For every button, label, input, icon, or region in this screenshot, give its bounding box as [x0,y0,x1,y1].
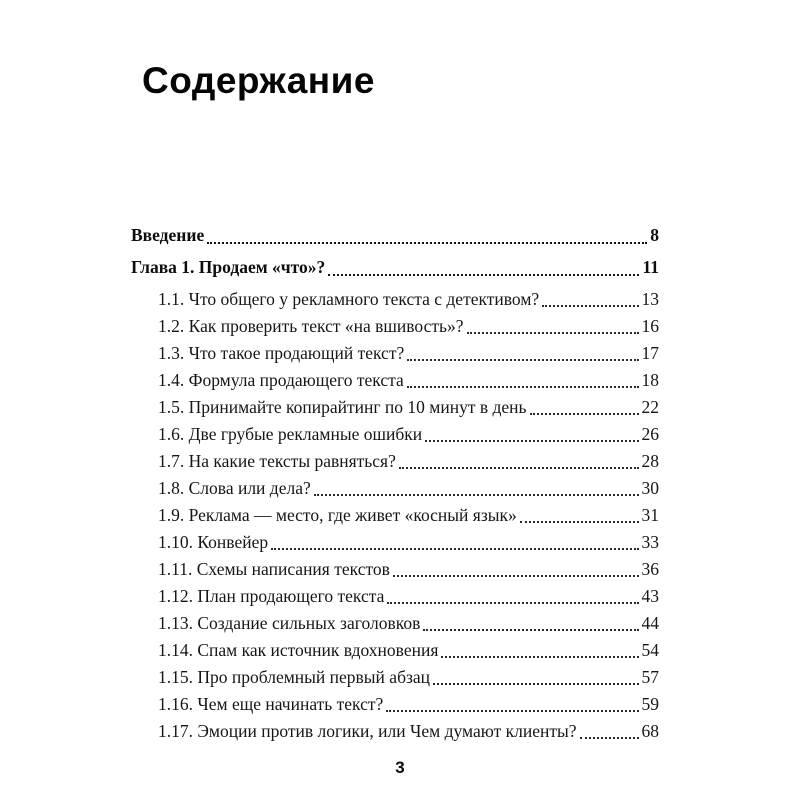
dot-leader [386,710,638,712]
toc-entry [131,691,659,718]
dot-leader [425,440,638,442]
dot-leader [423,629,638,631]
toc-entry [131,475,659,502]
dot-leader [387,602,638,604]
toc-entry [131,529,659,556]
toc-entry-label: Введение [131,225,205,245]
dot-leader [407,359,638,361]
toc-entry-page: 17 [641,343,659,363]
toc-entry-page: 16 [641,316,659,336]
toc-entry-label: 1.9. Реклама — место, где живет «косный язык» [158,505,517,525]
toc-entry-label: 1.11. Схемы написания текстов [158,559,390,579]
toc-entry-page: 36 [641,559,659,579]
toc-entry [131,367,659,394]
toc-entry [131,556,659,583]
toc-entry-label: 1.7. На какие тексты равняться? [158,451,396,471]
dot-leader [328,274,639,276]
page-number: 3 [395,758,405,777]
dot-leader [580,737,639,739]
toc-entry [131,313,659,340]
toc-entry-page: 57 [641,667,659,687]
page-title: Содержание [142,60,375,101]
toc-entry-label: 1.12. План продающего текста [158,586,385,606]
dot-leader [520,521,639,523]
toc-entry [131,286,659,313]
toc-entry-page: 59 [641,694,659,714]
dot-leader [407,386,639,388]
dot-leader [207,242,647,244]
toc-entry-page: 22 [641,397,659,417]
toc-entry-page: 30 [641,478,659,498]
toc-entry-page: 33 [641,532,659,552]
toc-entry-page: 43 [641,586,659,606]
toc-entry [131,718,659,745]
dot-leader [399,467,639,469]
toc-entry-label: 1.15. Про проблемный первый абзац [158,667,431,687]
toc-entry-label: 1.14. Спам как источник вдохновения [158,640,439,660]
toc-entry-page: 11 [642,257,659,277]
toc-entry [131,664,659,691]
toc-entry-label: 1.13. Создание сильных заголовков [158,613,421,633]
toc-entry-page: 54 [641,640,659,660]
toc-entry [131,502,659,529]
toc-entry-introduction [131,222,659,249]
toc-entry-label: Глава 1. Продаем «что»? [131,257,326,277]
dot-leader [542,305,638,307]
dot-leader [433,683,638,685]
dot-leader [441,656,638,658]
toc-entry-chapter-1 [131,254,659,281]
toc-entry-page: 26 [641,424,659,444]
toc-entry-label: 1.3. Что такое продающий текст? [158,343,405,363]
dot-leader [271,548,638,550]
toc-entry [131,340,659,367]
toc-entry-label: 1.10. Конвейер [158,532,269,552]
toc-entry-page: 13 [641,289,659,309]
toc-entry [131,637,659,664]
dot-leader [530,413,639,415]
toc-entry [131,421,659,448]
toc-entry-page: 18 [641,370,659,390]
toc-entry-label: 1.16. Чем еще начинать текст? [158,694,384,714]
dot-leader [467,332,639,334]
toc-entry-page: 68 [641,721,659,741]
toc-entry-label: 1.4. Формула продающего текста [158,370,404,390]
toc-entry-label: 1.8. Слова или дела? [158,478,311,498]
toc-entry-label: 1.6. Две грубые рекламные ошибки [158,424,423,444]
toc-entry-label: 1.2. Как проверить текст «на вшивость»? [158,316,464,336]
toc-entry-label: 1.5. Принимайте копирайтинг по 10 минут в день [158,397,527,417]
toc-entry [131,583,659,610]
dot-leader [393,575,639,577]
toc-entry-label: 1.1. Что общего у рекламного текста с детективом? [158,289,540,309]
toc-entry [131,448,659,475]
toc-entry [131,394,659,421]
book-page [131,0,659,800]
toc-entry-label: 1.17. Эмоции против логики, или Чем думают клиенты? [158,721,577,741]
table-of-contents [131,222,659,745]
toc-entry-page: 31 [641,505,659,525]
toc-entry-page: 8 [650,225,659,245]
toc-entry-page: 44 [641,613,659,633]
dot-leader [314,494,639,496]
toc-entry-page: 28 [641,451,659,471]
toc-entry [131,610,659,637]
